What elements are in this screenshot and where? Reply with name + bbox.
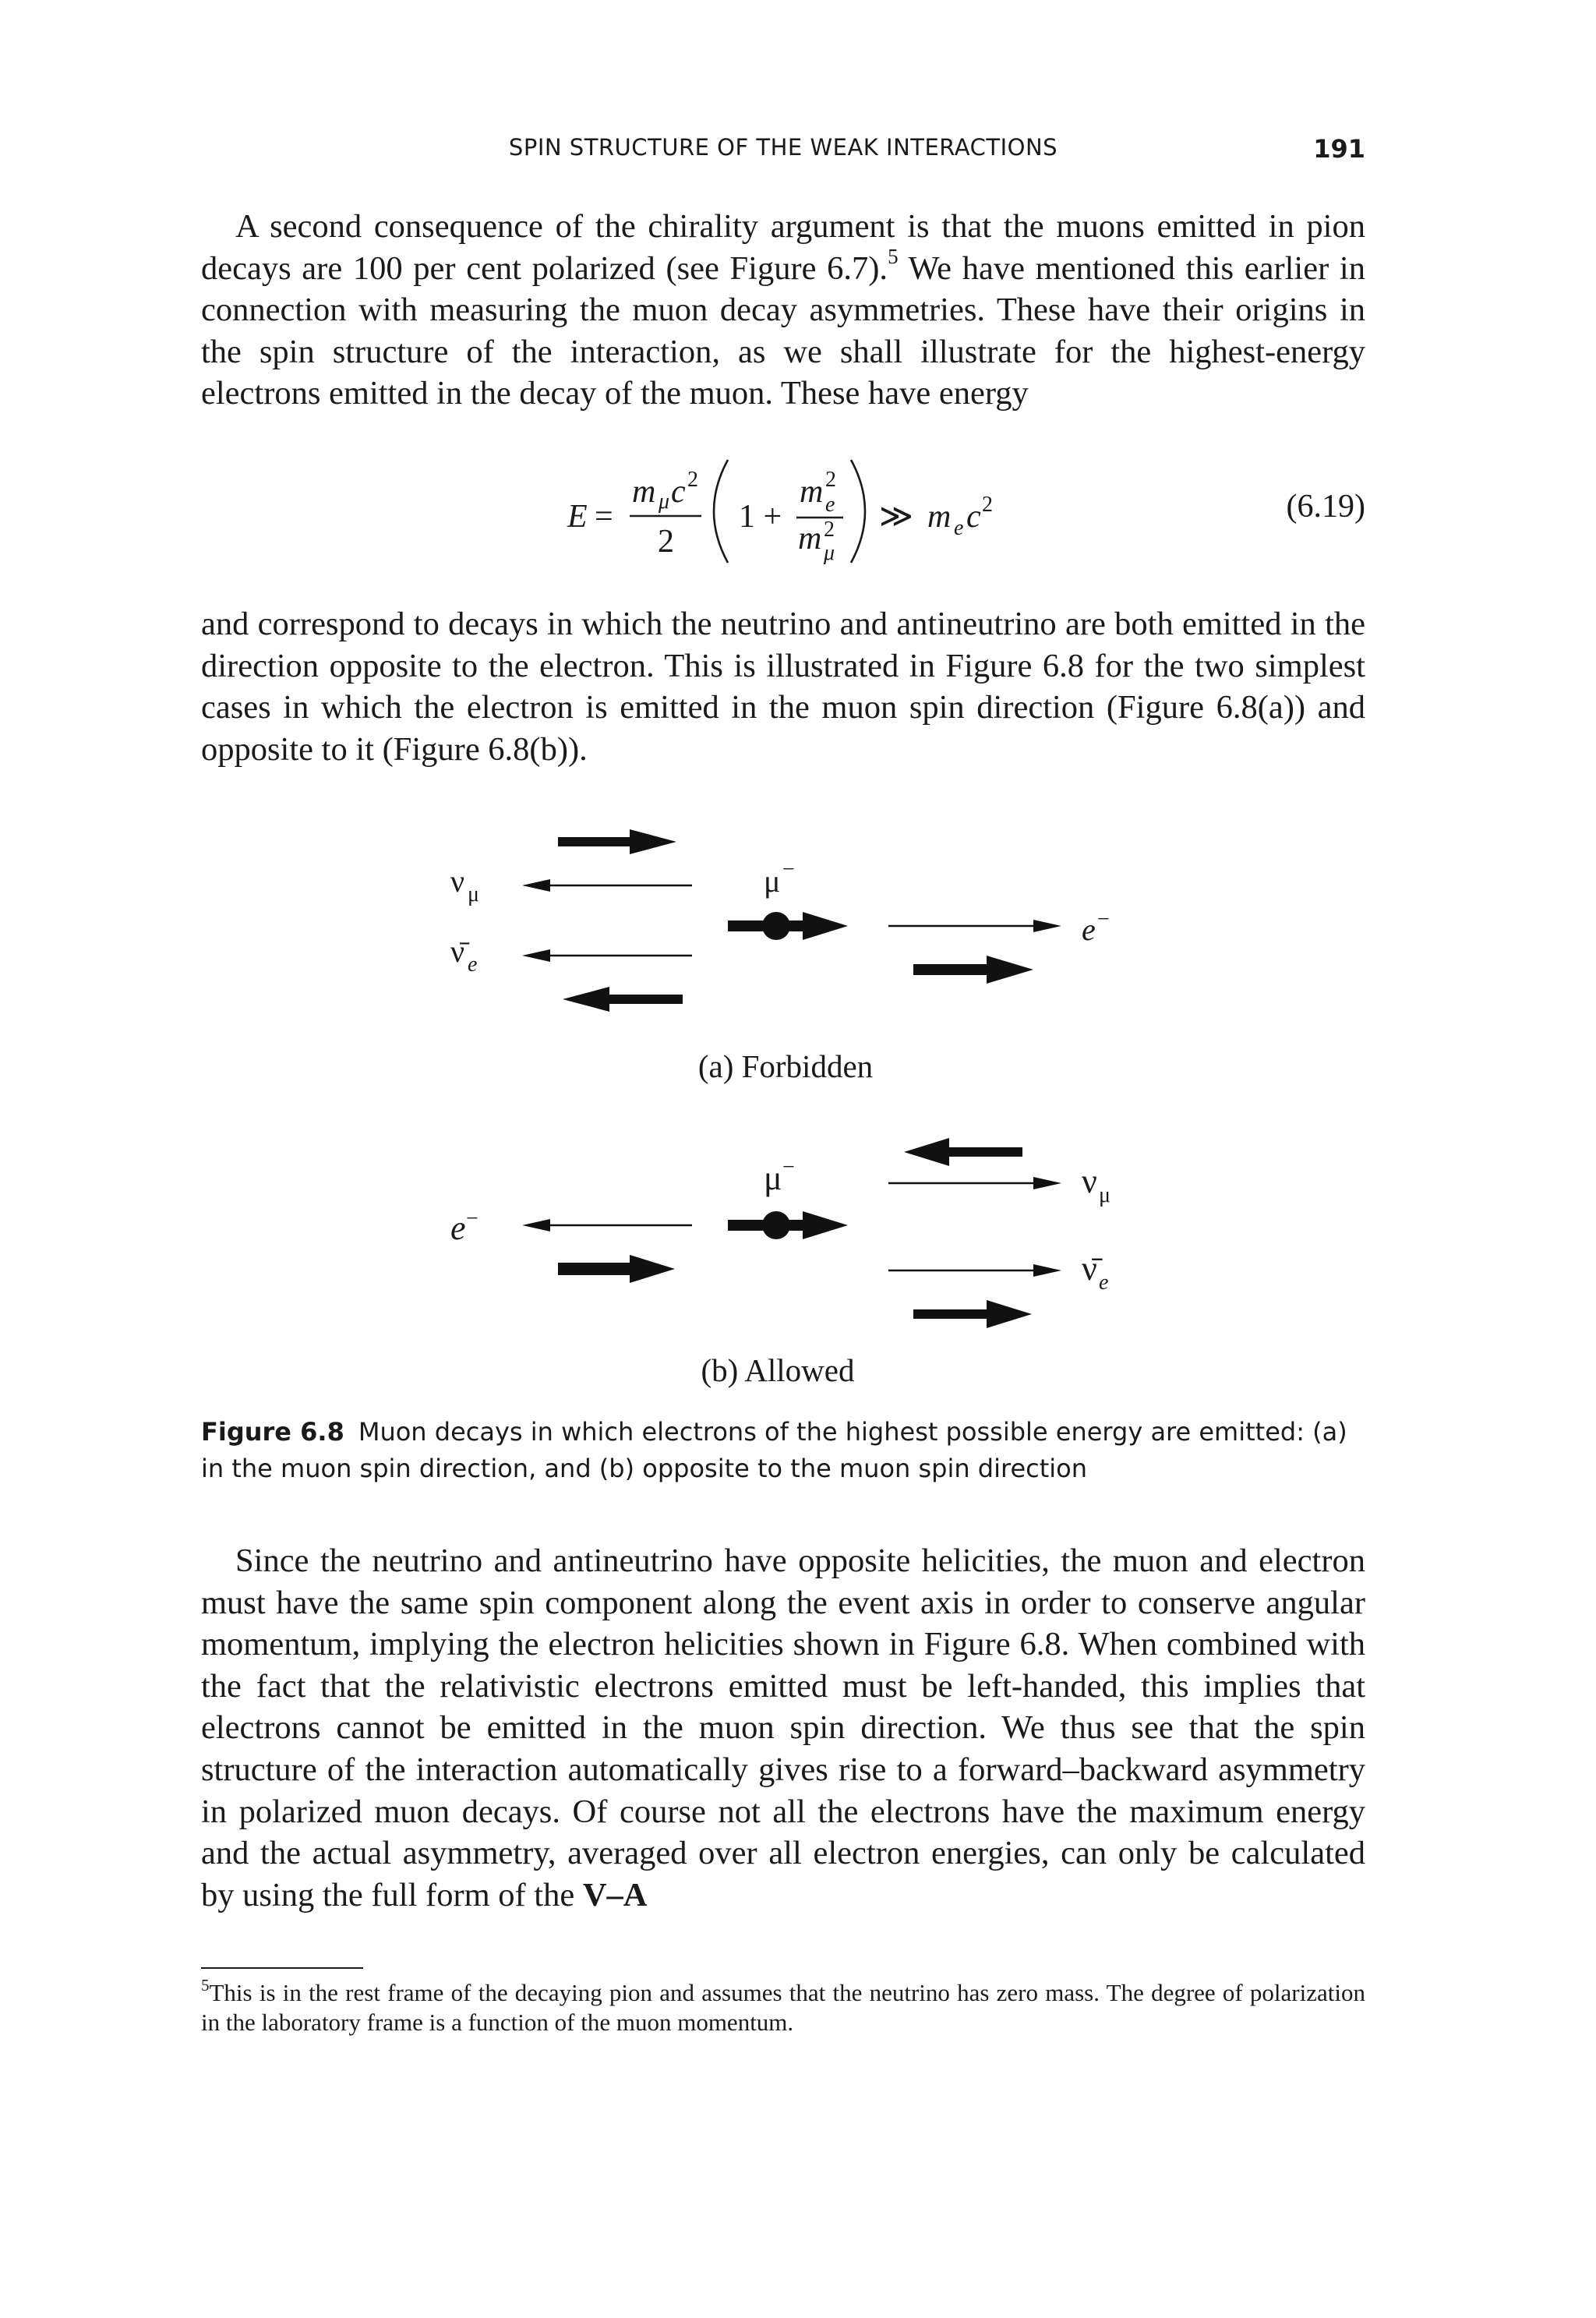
- eq-lhs: E: [567, 499, 588, 535]
- label-mu-sup: −: [782, 857, 795, 882]
- eq-one-plus: 1 +: [739, 499, 782, 535]
- muon-spin-arrow-b: [728, 1211, 848, 1239]
- arrow-head-nubar-e-b: [1033, 1264, 1061, 1277]
- footnote: [201, 1975, 1365, 2037]
- footnote-rule: [201, 1967, 363, 1969]
- arrow-head-nu-mu: [522, 879, 550, 892]
- panel-a-caption: (a) Forbidden: [697, 1048, 874, 1084]
- paragraph-2: and correspond to decays in which the neutrino and antineutrino are both emitted in the direction opposite to the electron. This is illustrated in Figure 6.8 for the two simplest cases in which the electron is emitted in the muon spin direction (Figure 6.8(a)) and opposite to it (Figure 6.8(b)).: [201, 606, 1365, 768]
- paragraph-3-bold-end: V–A: [582, 1876, 648, 1913]
- spin-arrow-electron-right: [913, 956, 1033, 984]
- footnote-text: This is in the rest frame of the decaying pion and assumes that the neutrino has zero mass. The degree of polarization in the laboratory frame is a function of the muon momentum.: [201, 1979, 1365, 2036]
- panel-b-caption: (b) Allowed: [701, 1352, 855, 1388]
- figure-caption-label: Figure 6.8: [201, 1417, 344, 1447]
- label-nubar-e-sub: e: [468, 952, 478, 977]
- eq-num-m: m: [632, 474, 656, 510]
- eq-gg: ≫: [879, 499, 913, 535]
- label-nu-mu-sub: μ: [468, 882, 480, 906]
- label-nu-mu-b-sub: μ: [1099, 1183, 1111, 1207]
- spin-arrow-nu-mu-right: [558, 829, 676, 854]
- arrow-head-electron: [1033, 920, 1061, 932]
- figure-caption: [201, 1414, 1365, 1487]
- label-electron-b-sup: −: [466, 1207, 478, 1231]
- figure-caption-text: Muon decays in which electrons of the highest possible energy are emitted: (a) in the muon spin direction, and (b) opposite to the muon spin direction: [201, 1417, 1347, 1483]
- eq-inner-den-m: m: [798, 521, 822, 557]
- eq-inner-den-sup: 2: [824, 518, 835, 542]
- spin-arrow-electron-b-right: [558, 1255, 675, 1283]
- eq-inner-num-sub: e: [825, 493, 835, 517]
- eq-den: 2: [658, 524, 674, 560]
- spin-arrow-nu-mu-left: [904, 1138, 1022, 1166]
- paragraph-1-text-a: A second consequence of the chirality argument is that the muons emitted in pion decays are 100 per cent polarized (see Figure 6.7).: [201, 208, 1365, 287]
- spin-arrow-nubar-e-b-right: [913, 1300, 1032, 1328]
- eq-num-sup: 2: [687, 468, 698, 492]
- label-electron-b: e: [450, 1209, 466, 1247]
- eq-rhs-sub: e: [954, 516, 964, 540]
- label-nubar-e-b-sub: e: [1099, 1270, 1109, 1295]
- eq-rhs-c: c: [966, 499, 981, 535]
- label-mu-b: μ: [764, 1159, 782, 1197]
- eq-inner-num-m: m: [800, 474, 824, 510]
- arrow-head-nu-mu-b: [1033, 1177, 1061, 1189]
- footnote-ref: 5: [888, 245, 899, 269]
- label-electron-sup: −: [1097, 907, 1110, 931]
- equation-number: (6.19): [1286, 489, 1365, 525]
- label-mu: μ: [764, 864, 781, 899]
- eq-num-c: c: [671, 474, 686, 510]
- eq-num-sub: μ: [659, 489, 670, 514]
- eq-inner-num-sup: 2: [825, 468, 836, 492]
- eq-inner-den-sub: μ: [824, 541, 835, 565]
- paragraph-1-text-b: We have mentioned this earlier in connection with measuring the muon decay asymmetries. These have their origins in the spin structure of the interaction, as we shall illustrate for the highest-energy electrons emitted in the decay of the muon. These have energy: [201, 249, 1365, 412]
- label-nu-mu: ν: [450, 864, 465, 899]
- muon-spin-arrow: [728, 912, 848, 940]
- label-nubar-e-b: ν̄: [1082, 1249, 1097, 1288]
- arrow-head-electron-b: [522, 1219, 550, 1231]
- paragraph-3: [201, 1540, 1365, 1916]
- arrow-head-nubar-e: [522, 949, 550, 962]
- eq-rhs-sup: 2: [982, 493, 993, 517]
- footnote-marker: 5: [201, 1975, 210, 1995]
- label-nubar-e: ν̄: [450, 934, 465, 969]
- label-mu-b-sup: −: [782, 1155, 795, 1179]
- paragraph-3-text: Since the neutrino and antineutrino have opposite helicities, the muon and electron must have the same spin component along the event axis in order to conserve angular momentum, implying the electron helicities shown in Figure 6.8. When combined with the fact that the relativistic electrons emitted must be left-handed, this implies that electrons cannot be emitted in the muon spin direction. We thus see that the spin structure of the interaction automatically gives rise to a forward–backward asymmetry in polarized muon decays. Of course not all the electrons have the maximum energy and the actual asymmetry, averaged over all electron energies, can only be calculated by using the full form of the: [201, 1542, 1365, 1913]
- page-number: 191: [1313, 134, 1365, 164]
- label-nu-mu-b: ν: [1082, 1162, 1097, 1200]
- running-head: SPIN STRUCTURE OF THE WEAK INTERACTIONS: [508, 134, 1058, 161]
- eq-rhs-m: m: [927, 499, 952, 535]
- spin-arrow-nubar-e-left: [563, 987, 683, 1012]
- eq-equals: =: [595, 499, 613, 535]
- label-electron: e: [1082, 912, 1096, 947]
